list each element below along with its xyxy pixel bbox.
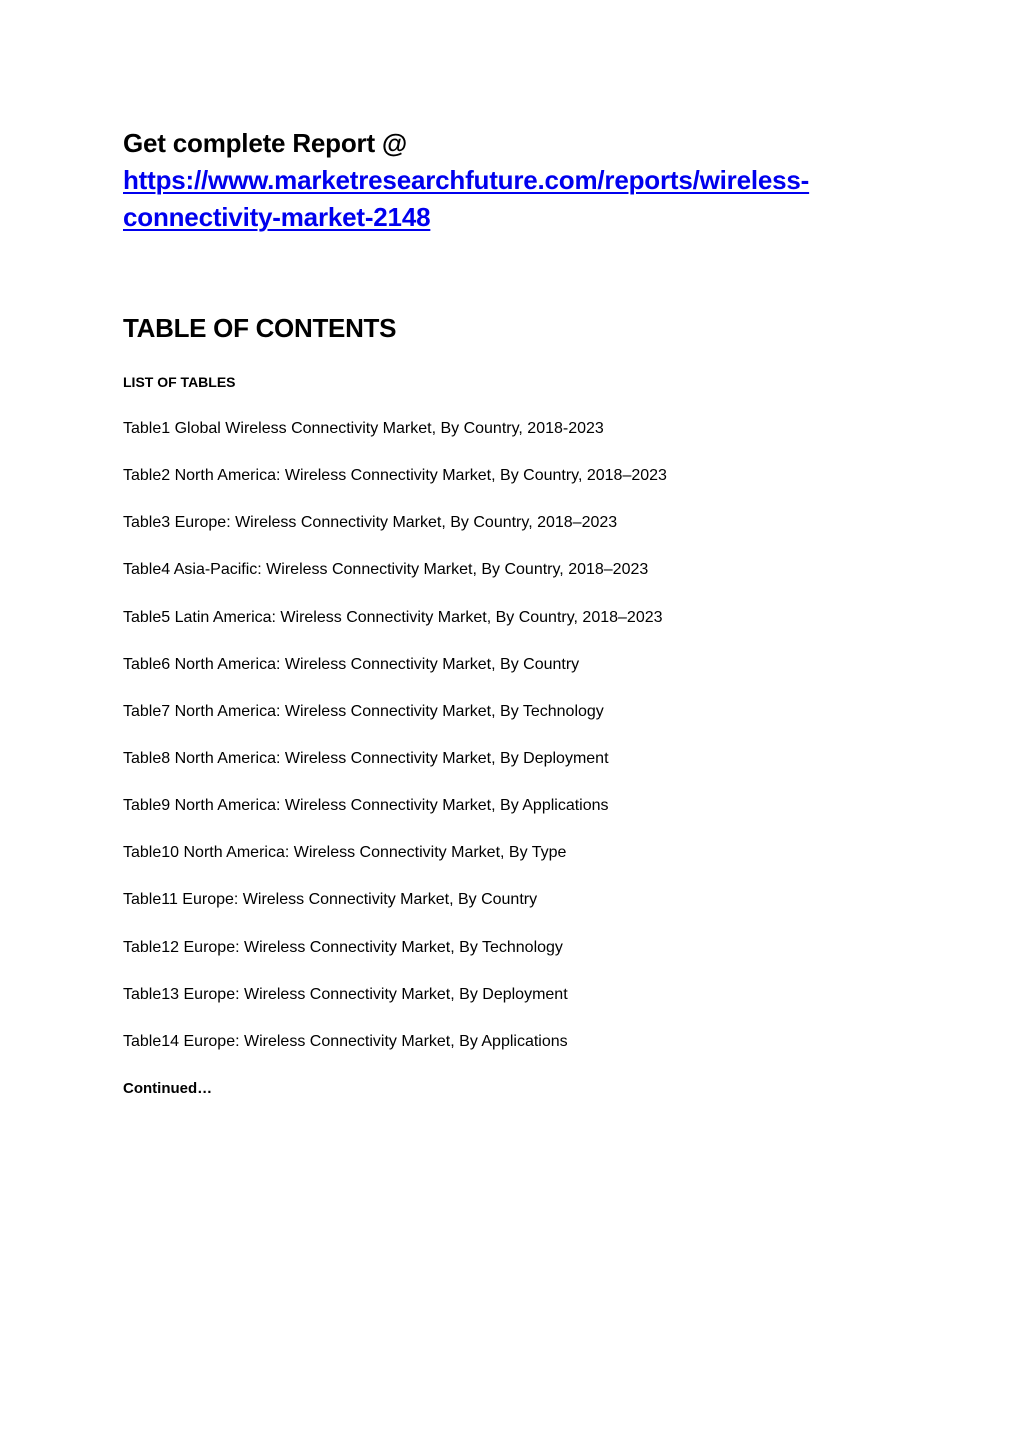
list-item: Table13 Europe: Wireless Connectivity Market, By Deployment bbox=[123, 985, 568, 1003]
list-item: Table2 North America: Wireless Connectivity Market, By Country, 2018–2023 bbox=[123, 467, 667, 485]
list-item: Table6 North America: Wireless Connectivity Market, By Country bbox=[123, 655, 580, 673]
list-item: Table3 Europe: Wireless Connectivity Market, By Country, 2018–2023 bbox=[123, 514, 618, 532]
list-item: Table11 Europe: Wireless Connectivity Market, By Country bbox=[123, 891, 538, 909]
list-item: Table14 Europe: Wireless Connectivity Market, By Applications bbox=[123, 1032, 568, 1050]
report-link-line-1[interactable]: https://www.marketresearchfuture.com/reports/wireless- bbox=[123, 165, 810, 195]
list-item: Table5 Latin America: Wireless Connectivity Market, By Country, 2018–2023 bbox=[123, 608, 663, 626]
list-item: Table8 North America: Wireless Connectivity Market, By Deployment bbox=[123, 749, 609, 767]
report-heading bbox=[123, 125, 913, 236]
list-item: Table10 North America: Wireless Connectivity Market, By Type bbox=[123, 844, 567, 862]
list-item: Table4 Asia-Pacific: Wireless Connectivity Market, By Country, 2018–2023 bbox=[123, 561, 649, 579]
list-of-tables-heading: LIST OF TABLES bbox=[123, 374, 236, 390]
list-item: Table7 North America: Wireless Connectivity Market, By Technology bbox=[123, 702, 604, 720]
report-link-line-2[interactable]: connectivity-market-2148 bbox=[123, 202, 431, 232]
table-list bbox=[123, 419, 667, 1079]
continued-label: Continued… bbox=[123, 1080, 213, 1097]
list-item: Table1 Global Wireless Connectivity Market, By Country, 2018-2023 bbox=[123, 420, 604, 437]
report-link[interactable] bbox=[123, 165, 809, 232]
report-prefix: Get complete Report @ bbox=[123, 128, 408, 158]
list-item: Table9 North America: Wireless Connectivity Market, By Applications bbox=[123, 797, 609, 815]
toc-title: TABLE OF CONTENTS bbox=[123, 313, 397, 343]
list-item: Table12 Europe: Wireless Connectivity Market, By Technology bbox=[123, 938, 563, 956]
